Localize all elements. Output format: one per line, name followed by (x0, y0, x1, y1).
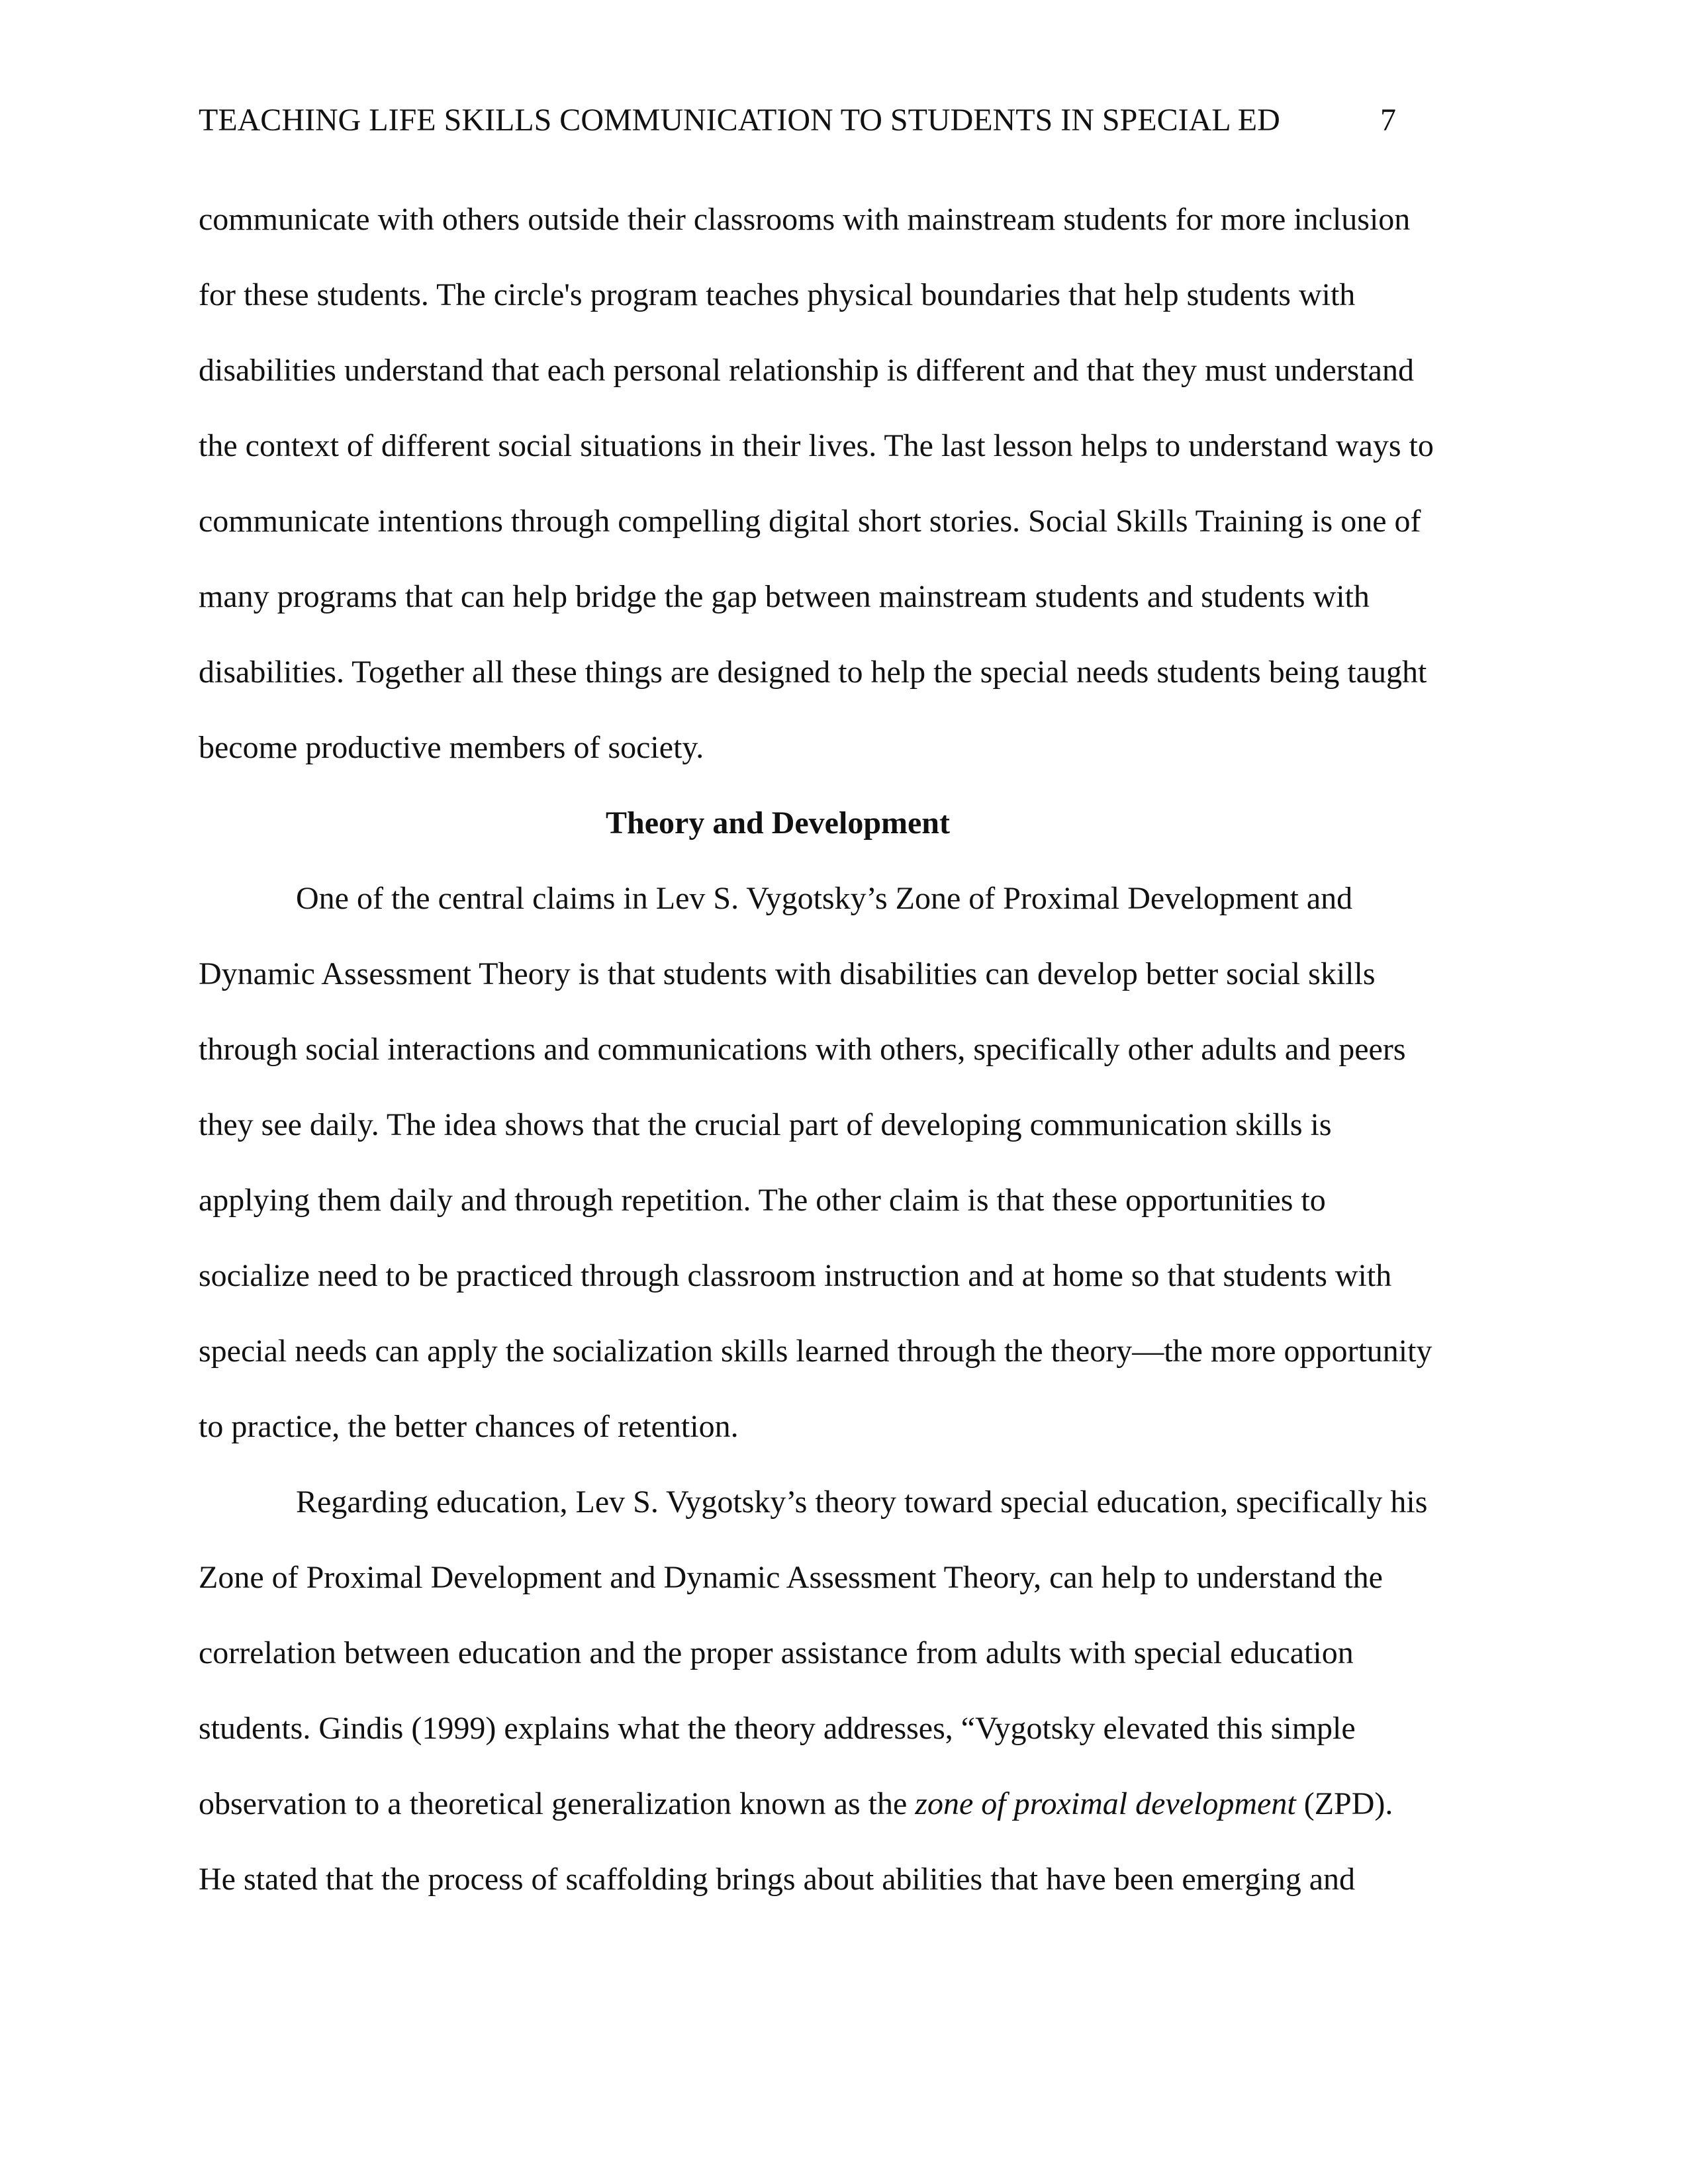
line-text: (ZPD). (1295, 1786, 1393, 1821)
paragraph-2-line: applying them daily and through repetition. The other claim is that these opportunities to (199, 1183, 1326, 1218)
paragraph-2-line: through social interactions and communications with others, specifically other adults and peers (199, 1032, 1406, 1067)
paragraph-1-line: communicate intentions through compelling digital short stories. Social Skills Training is one of (199, 504, 1421, 539)
paragraph-2-line: they see daily. The idea shows that the crucial part of developing communication skills is (199, 1107, 1332, 1142)
paragraph-1-line: become productive members of society. (199, 730, 704, 765)
paragraph-1-line: for these students. The circle's program teaches physical boundaries that help students with (199, 277, 1356, 312)
paragraph-2-line: Dynamic Assessment Theory is that students with disabilities can develop better social skills (199, 956, 1376, 991)
paragraph-2-line: special needs can apply the socialization skills learned through the theory—the more opportunity (199, 1334, 1432, 1369)
section-heading: Theory and Development (606, 805, 950, 841)
paragraph-2-line: socialize need to be practiced through classroom instruction and at home so that students with (199, 1258, 1392, 1293)
paragraph-1-line: many programs that can help bridge the gap between mainstream students and students with (199, 579, 1370, 614)
paragraph-2-line: One of the central claims in Lev S. Vygotsky’s Zone of Proximal Development and (296, 881, 1353, 916)
paragraph-1-line: the context of different social situations in their lives. The last lesson helps to understand ways to (199, 428, 1434, 463)
page-number: 7 (1380, 103, 1396, 138)
line-text: observation to a theoretical generalization known as the (199, 1786, 915, 1821)
paragraph-3-line: He stated that the process of scaffolding brings about abilities that have been emerging and (199, 1862, 1356, 1897)
paragraph-1-line: disabilities understand that each personal relationship is different and that they must understand (199, 353, 1414, 388)
paragraph-1-line: communicate with others outside their classrooms with mainstream students for more inclusion (199, 202, 1411, 237)
italic-term: zone of proximal development (915, 1786, 1296, 1821)
paragraph-3-line: Regarding education, Lev S. Vygotsky’s theory toward special education, specifically his (296, 1484, 1428, 1520)
paragraph-3-line: correlation between education and the proper assistance from adults with special education (199, 1635, 1354, 1670)
running-head: TEACHING LIFE SKILLS COMMUNICATION TO STUDENTS IN SPECIAL ED (199, 103, 1280, 138)
paragraph-3-line: students. Gindis (1999) explains what the theory addresses, “Vygotsky elevated this simple (199, 1711, 1356, 1746)
paragraph-1-line: disabilities. Together all these things are designed to help the special needs students being taught (199, 655, 1427, 690)
paragraph-3-line: Zone of Proximal Development and Dynamic Assessment Theory, can help to understand the (199, 1560, 1383, 1595)
paragraph-3-line (199, 1783, 1393, 1825)
paragraph-2-line: to practice, the better chances of retention. (199, 1409, 739, 1444)
